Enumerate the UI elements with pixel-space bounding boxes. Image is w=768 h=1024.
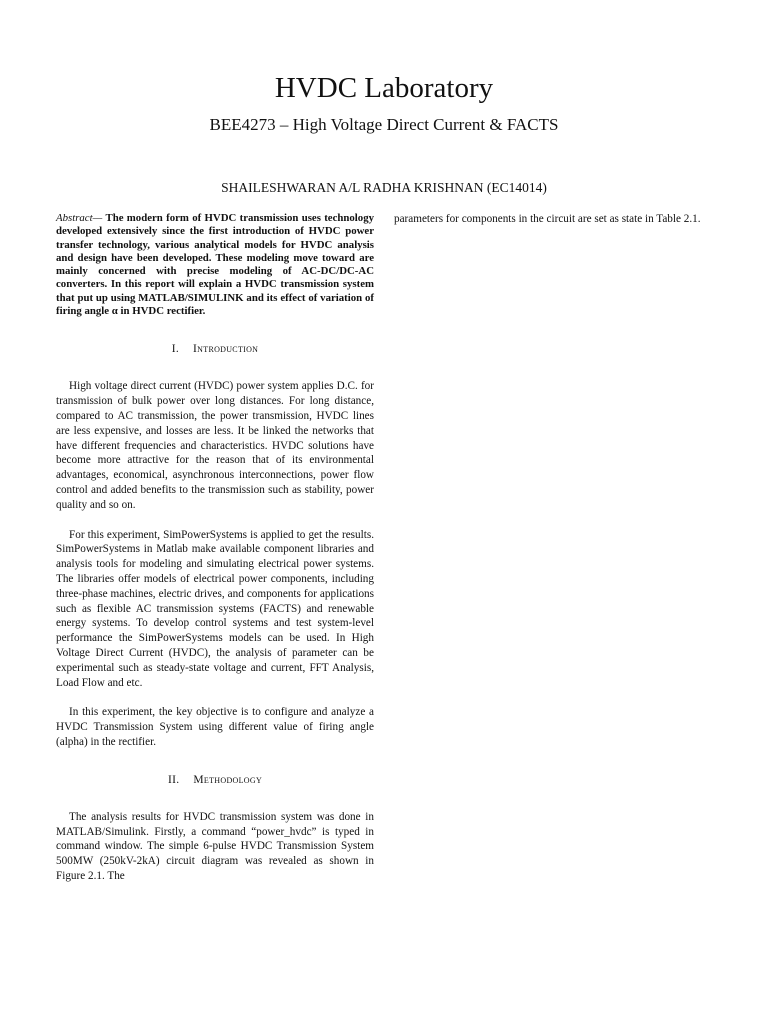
paper-subtitle: BEE4273 – High Voltage Direct Current & FACTS — [209, 115, 559, 134]
left-column — [56, 212, 374, 884]
abstract-body: The modern form of HVDC transmission uses technology developed extensively since the first introduction of HVDC power transfer technology, various analytical models for HVDC analysis and design have been developed. These modeling move toward are mainly concerned with precise modeling of AC-DC/DC-AC converters. In this report will explain a HVDC transmission system that put up using MATLAB/SIMULINK and its effect of variation of firing angle α in HVDC rectifier. — [56, 212, 374, 318]
section-heading-methodology — [56, 772, 374, 788]
author-line: SHAILESHWARAN A/L RADHA KRISHNAN (EC14014) — [221, 180, 547, 195]
paper-title: HVDC Laboratory — [274, 72, 494, 104]
section-heading-introduction — [56, 341, 374, 357]
body-paragraph: In this experiment, the key objective is to configure and analyze a HVDC Transmission System using different value of firing angle (alpha) in the rectifier. — [56, 706, 374, 748]
abstract — [56, 212, 374, 318]
section-number: II. — [167, 773, 180, 786]
body-paragraph: High voltage direct current (HVDC) power system applies D.C. for transmission of bulk power over long distances. For long distance, compared to AC transmission, the power transmission, HVDC lines are less expensive, and losses are less. It be linked the networks that have different frequencies and characteristics. HVDC solutions have become more attractive for the reason that of its environmental advantages, economical, asynchronous interconnections, power flow control and added benefits to the transmission such as stability, power quality and so on. — [56, 380, 374, 511]
body-paragraph: The analysis results for HVDC transmission system was done in MATLAB/Simulink. Firstly, a command “power_hvdc” is typed in command window. The simple 6-pulse HVDC Transmission System 500MW (250kV-2kA) circuit diagram was revealed as shown in Figure 2.1. The — [56, 810, 374, 882]
right-column — [394, 212, 713, 227]
abstract-label: Abstract— — [56, 212, 103, 224]
body-paragraph: For this experiment, SimPowerSystems is applied to get the results. SimPowerSystems in Matlab make available component libraries and analysis tools for modeling and simulating electrical power systems. The libraries offer models of electrical power components, including three-phase machines, electric drives, and components for applications such as flexible AC transmission systems (FACTS) and renewable energy systems. To develop control systems and test system-level performance the SimPowerSystems models can be used. In High Voltage Direct Current (HVDC), the analysis of parameter can be experimental such as steady-state voltage and current, FFT Analysis, Load Flow and etc. — [56, 528, 374, 689]
section-title: Methodology — [193, 773, 263, 786]
continuation-paragraph: parameters for components in the circuit are set as state in Table 2.1. — [394, 213, 701, 225]
section-number: I. — [171, 343, 180, 356]
section-title: Introduction — [193, 343, 259, 356]
